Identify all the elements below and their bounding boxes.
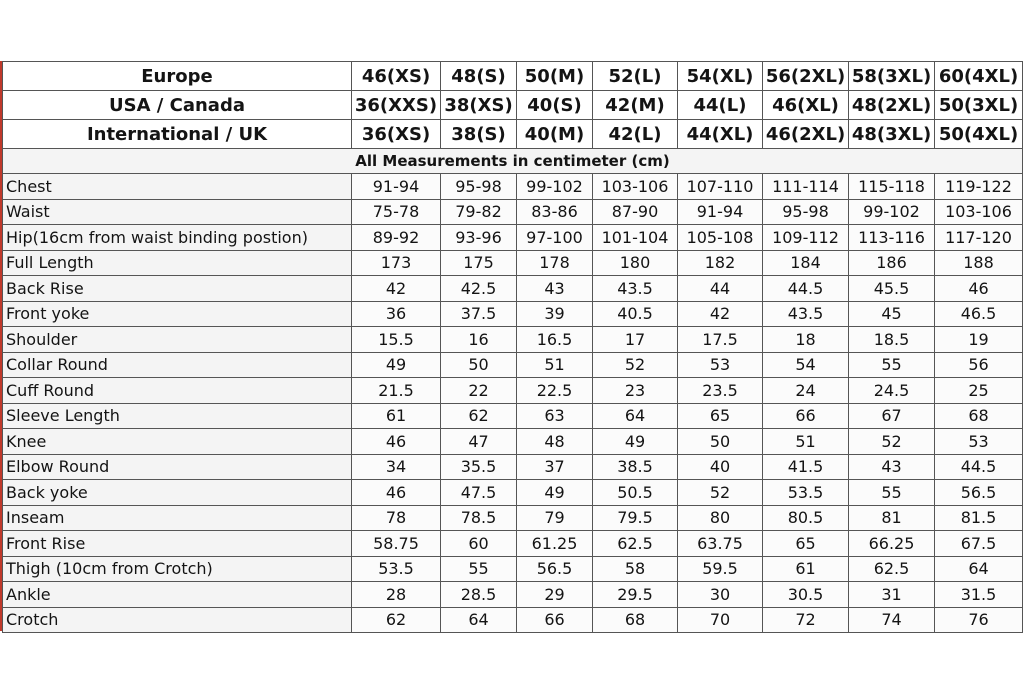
size-header-row (3, 120, 1023, 149)
measurement-row (3, 403, 1023, 429)
measurement-label: Waist (3, 199, 352, 225)
measurement-value: 31.5 (935, 582, 1023, 608)
size-header-cell: 40(M) (517, 120, 593, 149)
measurement-label: Sleeve Length (3, 403, 352, 429)
measurement-value: 25 (935, 378, 1023, 404)
measurement-value: 24.5 (849, 378, 935, 404)
size-header-cell: 46(XL) (763, 91, 849, 120)
measurement-value: 55 (849, 352, 935, 378)
measurement-value: 29 (517, 582, 593, 608)
measurement-value: 46 (935, 276, 1023, 302)
size-header-row (3, 91, 1023, 120)
measurement-value: 22 (441, 378, 517, 404)
measurement-value: 37.5 (441, 301, 517, 327)
measurement-value: 18 (763, 327, 849, 353)
measurement-value: 115-118 (849, 174, 935, 200)
measurement-value: 46 (352, 429, 441, 455)
measurement-value: 50 (441, 352, 517, 378)
measurement-value: 51 (517, 352, 593, 378)
measurement-label: Elbow Round (3, 454, 352, 480)
measurement-value: 53 (678, 352, 763, 378)
measurement-value: 22.5 (517, 378, 593, 404)
size-header-cell: 38(S) (441, 120, 517, 149)
measurement-row (3, 174, 1023, 200)
size-header-cell: 48(3XL) (849, 120, 935, 149)
size-header-cell: 50(M) (517, 62, 593, 91)
measurement-value: 62 (352, 607, 441, 633)
measurement-label: Back Rise (3, 276, 352, 302)
measurement-value: 49 (517, 480, 593, 506)
size-chart-table (2, 61, 1023, 633)
measurement-value: 43 (517, 276, 593, 302)
measurement-value: 117-120 (935, 225, 1023, 251)
measurement-value: 173 (352, 250, 441, 276)
measurement-value: 109-112 (763, 225, 849, 251)
measurement-value: 180 (593, 250, 678, 276)
measurement-value: 42.5 (441, 276, 517, 302)
size-header-cell: 40(S) (517, 91, 593, 120)
measurement-label: Back yoke (3, 480, 352, 506)
measurement-value: 21.5 (352, 378, 441, 404)
measurement-value: 83-86 (517, 199, 593, 225)
measurement-row (3, 225, 1023, 251)
measurement-label: Ankle (3, 582, 352, 608)
measurement-value: 79-82 (441, 199, 517, 225)
measurement-value: 67.5 (935, 531, 1023, 557)
measurement-value: 41.5 (763, 454, 849, 480)
measurement-value: 62.5 (849, 556, 935, 582)
measurement-value: 15.5 (352, 327, 441, 353)
measurement-row (3, 250, 1023, 276)
measurement-value: 53 (935, 429, 1023, 455)
measurement-value: 18.5 (849, 327, 935, 353)
measurement-value: 47.5 (441, 480, 517, 506)
measurement-value: 72 (763, 607, 849, 633)
measurement-value: 79.5 (593, 505, 678, 531)
measurement-value: 16 (441, 327, 517, 353)
measurement-value: 111-114 (763, 174, 849, 200)
measurement-value: 89-92 (352, 225, 441, 251)
measurement-value: 23 (593, 378, 678, 404)
measurement-value: 64 (935, 556, 1023, 582)
size-system-label: USA / Canada (3, 91, 352, 120)
measurement-value: 63 (517, 403, 593, 429)
measurement-label: Thigh (10cm from Crotch) (3, 556, 352, 582)
measurement-value: 62 (441, 403, 517, 429)
measurement-value: 55 (849, 480, 935, 506)
measurement-value: 79 (517, 505, 593, 531)
measurement-row (3, 352, 1023, 378)
measurement-row (3, 531, 1023, 557)
measurement-label: Chest (3, 174, 352, 200)
measurement-value: 66.25 (849, 531, 935, 557)
measurement-label: Front yoke (3, 301, 352, 327)
measurement-value: 17 (593, 327, 678, 353)
measurement-value: 101-104 (593, 225, 678, 251)
size-header-cell: 38(XS) (441, 91, 517, 120)
measurement-value: 28.5 (441, 582, 517, 608)
measurement-value: 78 (352, 505, 441, 531)
measurement-value: 43.5 (763, 301, 849, 327)
measurement-value: 17.5 (678, 327, 763, 353)
measurement-value: 45.5 (849, 276, 935, 302)
measurement-value: 68 (935, 403, 1023, 429)
measurement-value: 91-94 (352, 174, 441, 200)
measurement-value: 80.5 (763, 505, 849, 531)
measurement-value: 54 (763, 352, 849, 378)
measurement-value: 184 (763, 250, 849, 276)
measurement-row (3, 607, 1023, 633)
measurement-value: 61 (763, 556, 849, 582)
measurement-row (3, 301, 1023, 327)
measurement-value: 99-102 (517, 174, 593, 200)
measurement-value: 42 (678, 301, 763, 327)
measurement-value: 188 (935, 250, 1023, 276)
measurement-value: 56 (935, 352, 1023, 378)
measurement-value: 44.5 (935, 454, 1023, 480)
measurement-value: 62.5 (593, 531, 678, 557)
size-header-cell: 48(2XL) (849, 91, 935, 120)
measurement-value: 56.5 (517, 556, 593, 582)
measurement-value: 51 (763, 429, 849, 455)
measurement-value: 74 (849, 607, 935, 633)
measurement-row (3, 556, 1023, 582)
measurement-row (3, 276, 1023, 302)
measurement-value: 47 (441, 429, 517, 455)
measurement-value: 81 (849, 505, 935, 531)
measurement-value: 67 (849, 403, 935, 429)
size-system-label: International / UK (3, 120, 352, 149)
measurement-label: Knee (3, 429, 352, 455)
measurement-label: Collar Round (3, 352, 352, 378)
measurement-label: Cuff Round (3, 378, 352, 404)
measurement-label: Crotch (3, 607, 352, 633)
measurement-value: 186 (849, 250, 935, 276)
measurement-value: 64 (593, 403, 678, 429)
measurement-value: 178 (517, 250, 593, 276)
measurement-value: 30 (678, 582, 763, 608)
measurement-value: 53.5 (763, 480, 849, 506)
size-system-label: Europe (3, 62, 352, 91)
measurement-value: 42 (352, 276, 441, 302)
measurement-value: 99-102 (849, 199, 935, 225)
measurement-value: 87-90 (593, 199, 678, 225)
measurement-value: 50.5 (593, 480, 678, 506)
measurement-value: 48 (517, 429, 593, 455)
measurement-value: 39 (517, 301, 593, 327)
size-header-cell: 46(2XL) (763, 120, 849, 149)
measurement-value: 50 (678, 429, 763, 455)
measurement-value: 95-98 (441, 174, 517, 200)
measurement-value: 31 (849, 582, 935, 608)
measurement-value: 65 (678, 403, 763, 429)
measurement-value: 66 (517, 607, 593, 633)
measurement-value: 46 (352, 480, 441, 506)
measurement-value: 93-96 (441, 225, 517, 251)
measurement-value: 37 (517, 454, 593, 480)
measurement-label: Full Length (3, 250, 352, 276)
measurement-value: 43 (849, 454, 935, 480)
size-header-cell: 54(XL) (678, 62, 763, 91)
measurement-value: 81.5 (935, 505, 1023, 531)
measurement-value: 44 (678, 276, 763, 302)
measurement-value: 23.5 (678, 378, 763, 404)
measurement-value: 36 (352, 301, 441, 327)
measurement-value: 107-110 (678, 174, 763, 200)
measurement-value: 49 (352, 352, 441, 378)
measurement-value: 76 (935, 607, 1023, 633)
measurement-value: 34 (352, 454, 441, 480)
size-header-cell: 56(2XL) (763, 62, 849, 91)
size-header-cell: 50(3XL) (935, 91, 1023, 120)
measurement-value: 52 (678, 480, 763, 506)
measurement-value: 44.5 (763, 276, 849, 302)
measurement-value: 53.5 (352, 556, 441, 582)
measurement-value: 103-106 (593, 174, 678, 200)
measurement-row (3, 480, 1023, 506)
measurement-value: 182 (678, 250, 763, 276)
measurement-label: Front Rise (3, 531, 352, 557)
measurement-value: 78.5 (441, 505, 517, 531)
measurement-value: 66 (763, 403, 849, 429)
measurement-value: 16.5 (517, 327, 593, 353)
measurement-value: 61.25 (517, 531, 593, 557)
measurement-value: 35.5 (441, 454, 517, 480)
measurement-value: 46.5 (935, 301, 1023, 327)
measurement-value: 95-98 (763, 199, 849, 225)
measurement-value: 75-78 (352, 199, 441, 225)
size-header-cell: 58(3XL) (849, 62, 935, 91)
size-header-row (3, 62, 1023, 91)
measurement-value: 43.5 (593, 276, 678, 302)
measurement-value: 58 (593, 556, 678, 582)
measurement-value: 65 (763, 531, 849, 557)
measurement-value: 45 (849, 301, 935, 327)
size-header-cell: 36(XXS) (352, 91, 441, 120)
measurement-value: 91-94 (678, 199, 763, 225)
units-note-row (3, 149, 1023, 174)
measurement-row (3, 429, 1023, 455)
measurement-value: 24 (763, 378, 849, 404)
size-header-cell: 60(4XL) (935, 62, 1023, 91)
size-header-cell: 36(XS) (352, 120, 441, 149)
measurement-value: 52 (849, 429, 935, 455)
measurement-value: 63.75 (678, 531, 763, 557)
measurement-value: 56.5 (935, 480, 1023, 506)
size-chart-body (3, 62, 1023, 633)
measurement-value: 105-108 (678, 225, 763, 251)
measurement-value: 64 (441, 607, 517, 633)
size-header-cell: 50(4XL) (935, 120, 1023, 149)
measurement-value: 103-106 (935, 199, 1023, 225)
measurement-value: 58.75 (352, 531, 441, 557)
measurement-value: 49 (593, 429, 678, 455)
measurement-label: Inseam (3, 505, 352, 531)
measurement-value: 19 (935, 327, 1023, 353)
measurement-value: 40 (678, 454, 763, 480)
measurement-label: Hip(16cm from waist binding postion) (3, 225, 352, 251)
measurement-row (3, 582, 1023, 608)
measurement-value: 175 (441, 250, 517, 276)
measurement-value: 28 (352, 582, 441, 608)
measurement-value: 70 (678, 607, 763, 633)
measurement-value: 52 (593, 352, 678, 378)
measurement-value: 61 (352, 403, 441, 429)
size-chart-container (2, 61, 1022, 633)
measurement-value: 60 (441, 531, 517, 557)
measurement-label: Shoulder (3, 327, 352, 353)
size-header-cell: 44(L) (678, 91, 763, 120)
measurement-value: 119-122 (935, 174, 1023, 200)
measurement-value: 68 (593, 607, 678, 633)
measurement-value: 97-100 (517, 225, 593, 251)
measurement-value: 59.5 (678, 556, 763, 582)
measurement-value: 80 (678, 505, 763, 531)
measurement-value: 38.5 (593, 454, 678, 480)
measurement-value: 30.5 (763, 582, 849, 608)
units-note: All Measurements in centimeter (cm) (3, 149, 1023, 174)
measurement-row (3, 327, 1023, 353)
measurement-value: 113-116 (849, 225, 935, 251)
size-header-cell: 44(XL) (678, 120, 763, 149)
size-header-cell: 46(XS) (352, 62, 441, 91)
size-header-cell: 42(L) (593, 120, 678, 149)
measurement-row (3, 454, 1023, 480)
measurement-row (3, 505, 1023, 531)
size-header-cell: 48(S) (441, 62, 517, 91)
measurement-row (3, 199, 1023, 225)
measurement-value: 40.5 (593, 301, 678, 327)
size-header-cell: 42(M) (593, 91, 678, 120)
measurement-value: 55 (441, 556, 517, 582)
measurement-value: 29.5 (593, 582, 678, 608)
measurement-row (3, 378, 1023, 404)
size-header-cell: 52(L) (593, 62, 678, 91)
